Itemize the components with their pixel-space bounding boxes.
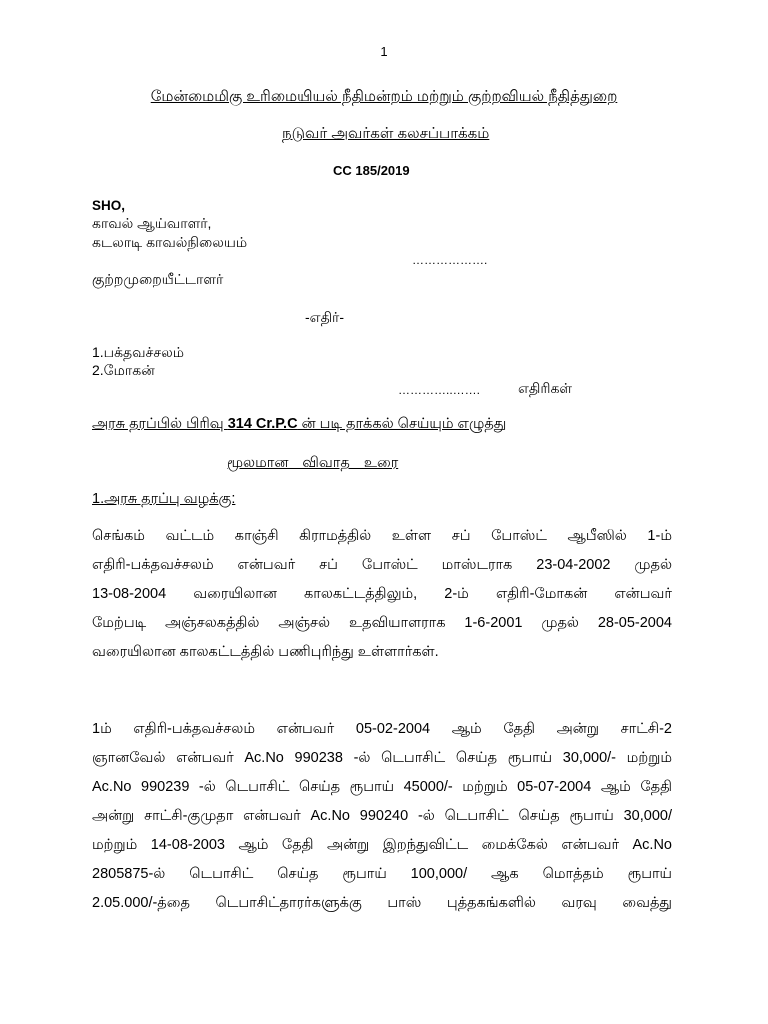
paragraph-1-line: செங்கம் வட்டம் காஞ்சி கிராமத்தில் உள்ள சப் போஸ்ட் ஆபீஸில் 1-ம் [92, 528, 672, 544]
paragraph-2-line: அன்று சாட்சி-குமுதா என்பவர் Ac.No 990240 -ல் டெபாசிட் செய்த ரூபாய் 30,000/ [92, 808, 672, 824]
paragraph-1-line: 13-08-2004 வரையிலான காலகட்டத்திலும், 2-ம் எதிரி-மோகன் என்பவர் [92, 586, 672, 602]
paragraph-2-line: 2805875-ல் டெபாசிட் செய்த ரூபாய் 100,000/ ஆக மொத்தம் ரூபாய் [92, 866, 672, 882]
document-title-part2: ன் படி தாக்கல் செய்யும் எழுத்து [297, 416, 507, 432]
document-title-line2: மூலமான விவாத உரை [227, 455, 399, 471]
document-title-line1 [92, 416, 506, 434]
complainant-dots: ………………. [412, 253, 488, 267]
versus-label: -எதிர்- [305, 309, 345, 325]
page-number: 1 [380, 44, 388, 59]
paragraph-2-line: ஞானவேல் என்பவர் Ac.No 990238 -ல் டெபாசிட் செய்த ரூபாய் 30,000/- மற்றும் [92, 750, 672, 766]
accused-line2: 2.மோகன் [92, 362, 155, 378]
case-number: CC 185/2019 [333, 163, 410, 178]
paragraph-2-line: மற்றும் 14-08-2003 ஆம் தேதி அன்று இறந்துவிட்ட மைக்கேல் என்பவர் Ac.No [92, 837, 672, 853]
paragraph-2-line: Ac.No 990239 -ல் டெபாசிட் செய்த ரூபாய் 45000/- மற்றும் 05-07-2004 ஆம் தேதி [92, 779, 672, 795]
complainant-role: குற்றமுறையீட்டாளர் [92, 271, 224, 287]
complainant-line2: காவல் ஆய்வாளர், [92, 215, 212, 231]
section-heading: 1.அரசு தரப்பு வழக்கு: [92, 491, 236, 507]
court-title: மேன்மைமிகு உரிமையியல் நீதிமன்றம் மற்றும் குற்றவியல் நீதித்துறை [150, 88, 618, 105]
paragraph-1-line: வரையிலான காலகட்டத்தில் பணிபுரிந்து உள்ளார்கள். [92, 644, 439, 660]
court-subtitle: நடுவர் அவர்கள் கலசப்பாக்கம் [282, 125, 490, 142]
paragraph-2 [92, 715, 672, 918]
accused-line1: 1.பக்தவச்சலம் [92, 344, 184, 360]
accused-dots: …………..……. [398, 383, 481, 397]
complainant-line1: SHO, [92, 198, 126, 213]
document-title-part1: அரசு தரப்பில் பிரிவு [92, 416, 228, 432]
paragraph-1-line: எதிரி-பக்தவச்சலம் என்பவர் சப் போஸ்ட் மாஸ்டராக 23-04-2002 முதல் [92, 557, 672, 573]
accused-role: எதிரிகள் [518, 380, 573, 396]
paragraph-2-line: 1ம் எதிரி-பக்தவச்சலம் என்பவர் 05-02-2004 ஆம் தேதி அன்று சாட்சி-2 [92, 721, 672, 737]
complainant-line3: கடலாடி காவல்நிலையம் [92, 234, 248, 250]
paragraph-1 [92, 522, 672, 667]
paragraph-2-line: 2.05.000/-த்தை டெபாசிட்தாரர்களுக்கு பாஸ் புத்தகங்களில் வரவு வைத்து [92, 895, 672, 911]
paragraph-1-line: மேற்படி அஞ்சலகத்தில் அஞ்சல் உதவியாளராக 1-6-2001 முதல் 28-05-2004 [92, 615, 672, 631]
document-title-section: 314 Cr.P.C [227, 416, 298, 432]
